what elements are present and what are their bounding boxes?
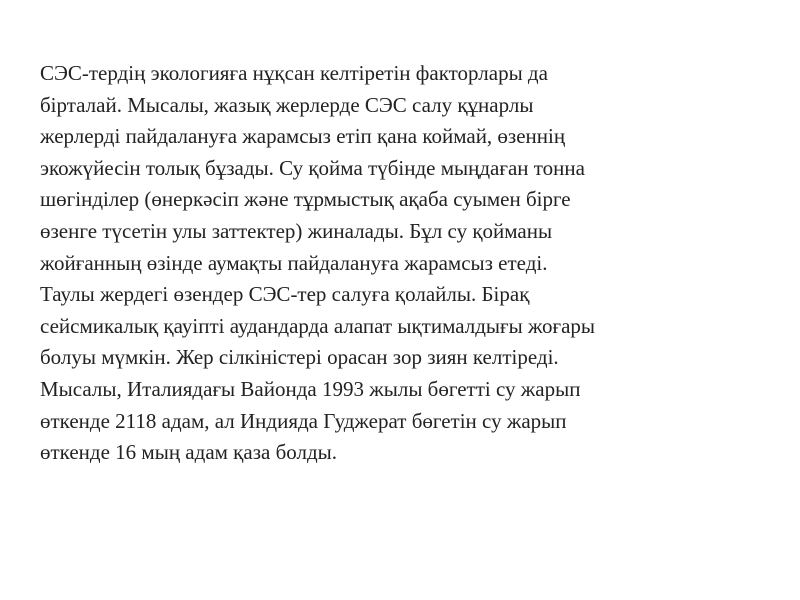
paragraph-line: бірталай. Мысалы, жазық жерлерде СЭС салу құнарлы (40, 92, 534, 117)
paragraph-line: жойғанның өзінде аумақты пайдалануға жарамсыз етеді. (40, 250, 548, 275)
body-paragraph (40, 58, 780, 469)
paragraph-line: өткенде 2118 адам, ал Индияда Гуджерат бөгетін су жарып (40, 408, 567, 433)
paragraph-line: Мысалы, Италиядағы Вайонда 1993 жылы бөгетті су жарып (40, 376, 581, 401)
paragraph-line: өзенге түсетін улы заттектер) жиналады. Бұл су қойманы (40, 218, 553, 243)
paragraph-line: Таулы жердегі өзендер СЭС-тер салуға қолайлы. Бірақ (40, 282, 530, 307)
paragraph-line: шөгінділер (өнеркәсіп және тұрмыстық ақаба суымен бірге (40, 187, 571, 212)
paragraph-line: өткенде 16 мың адам қаза болды. (40, 440, 337, 465)
paragraph-line: экожүйесін толық бұзады. Су қойма түбінде мыңдаған тонна (40, 155, 585, 180)
paragraph-line: сейсмикалық қауіпті аудандарда алапат ықтималдығы жоғары (40, 313, 595, 338)
paragraph-line: болуы мүмкін. Жер сілкіністері орасан зор зиян келтіреді. (40, 345, 559, 370)
paragraph-line: жерлерді пайдалануға жарамсыз етіп қана коймай, өзеннің (40, 124, 566, 149)
paragraph-line: СЭС-тердің экологияға нұқсан келтіретін факторлары да (40, 61, 548, 85)
